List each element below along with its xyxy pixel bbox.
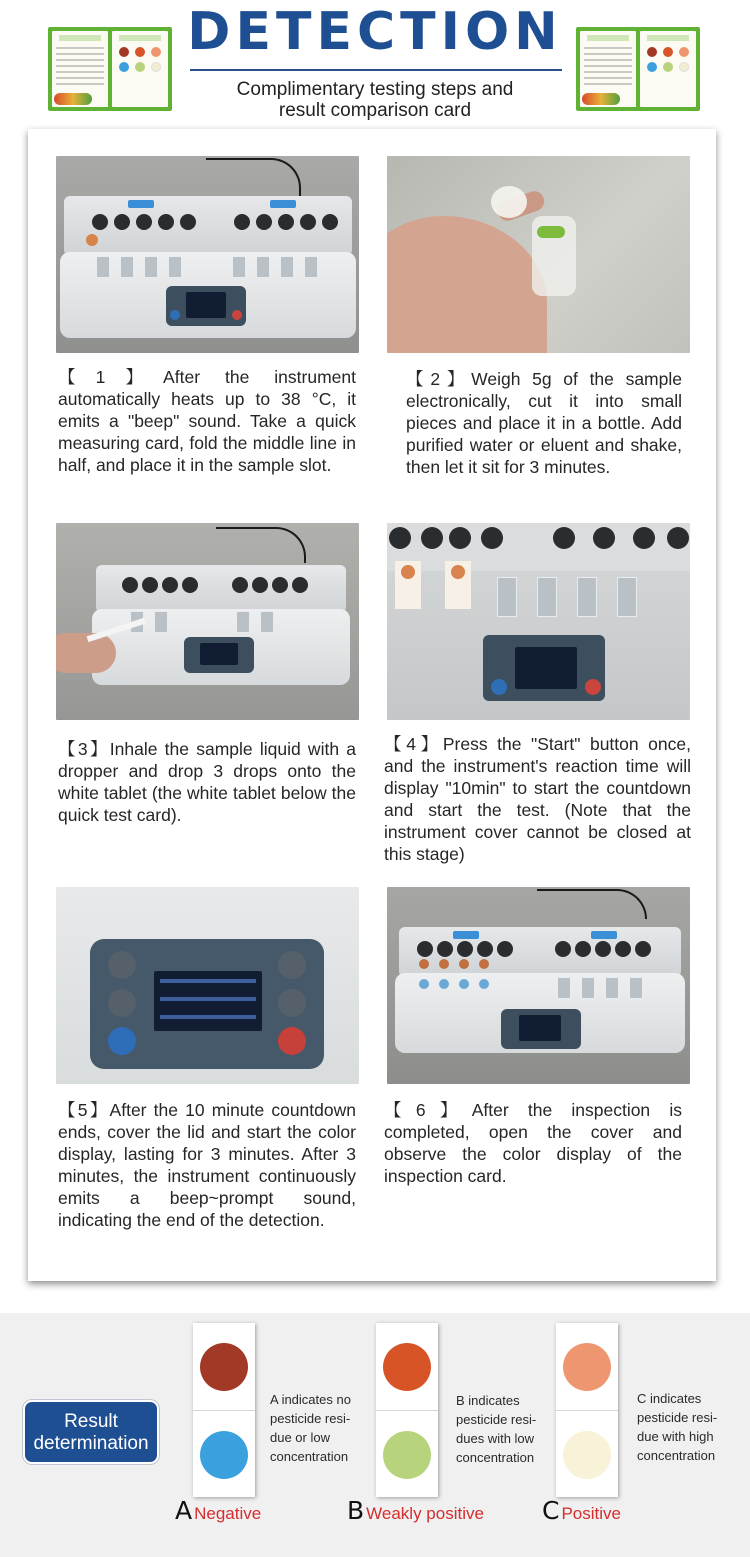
step-2-text: 【2】Weigh 5g of the sample electronically, cut it into small pieces and place it in a bottle. Add purified water or eluent and shake, then let it sit for 3 minutes. — [406, 369, 682, 477]
step-4-photo — [387, 523, 690, 720]
page-subtitle: Complimentary testing steps and result comparison card — [236, 79, 514, 121]
grade-letter: A — [175, 1496, 193, 1525]
color-dot-c-top — [563, 1343, 611, 1391]
color-dot-b-bottom — [383, 1431, 431, 1479]
card-steps-pane — [580, 31, 636, 107]
color-dot-a-bottom — [200, 1431, 248, 1479]
color-dot-b-top — [383, 1343, 431, 1391]
card-result-pane — [640, 31, 696, 107]
step-3-photo — [56, 523, 359, 720]
header — [0, 0, 750, 130]
step-3-text: 【3】Inhale the sample liquid with a dropper and drop 3 drops onto the white tablet (the white tablet below the quick test card). — [58, 739, 356, 825]
result-grade-b — [347, 1498, 484, 1527]
result-card-b — [376, 1323, 438, 1497]
comparison-card-thumbnail-right — [576, 27, 700, 111]
result-grade-c — [542, 1498, 621, 1527]
grade-label: Negative — [194, 1504, 262, 1523]
color-dot-a-top — [200, 1343, 248, 1391]
vegetables-image — [582, 93, 620, 105]
step-1-photo — [56, 156, 359, 353]
page-title: DETECTION — [187, 2, 563, 62]
grade-letter: C — [542, 1496, 560, 1525]
result-card-c — [556, 1323, 618, 1497]
step-1-text: 【1】After the instrument automatically heats up to 38 °C, it emits a "beep" sound. Take a quick measuring card, fold the middle line in half, and place it in the sample slot. — [58, 367, 356, 475]
result-section — [0, 1313, 750, 1557]
result-determination-badge: Result determination — [23, 1400, 159, 1464]
grade-letter: B — [347, 1496, 365, 1525]
step-5-photo — [56, 887, 359, 1084]
result-desc-a: A indicates no pesticide resi- due or low concentration — [270, 1392, 351, 1464]
color-dot-c-bottom — [563, 1431, 611, 1479]
step-6-photo — [387, 887, 690, 1084]
step-4-text: 【4】Press the "Start" button once, and the instrument's reaction time will display "10min" to start the countdown and start the test. (Note that the instrument cover cannot be closed at this stage) — [384, 734, 691, 864]
title-divider — [190, 69, 562, 71]
step-5-text: 【5】After the 10 minute countdown ends, cover the lid and start the color display, lasting for 3 minutes. After 3 minutes, the instrument continuously emits a beep~prompt sound, indicating the end of the detection. — [58, 1100, 356, 1230]
grade-label: Positive — [561, 1504, 621, 1523]
result-card-a — [193, 1323, 255, 1497]
result-desc-b: B indicates pesticide resi- dues with low concentration — [456, 1393, 537, 1465]
step-2-photo — [387, 156, 690, 353]
step-6-text: 【6】After the inspection is completed, open the cover and observe the color display of the inspection card. — [384, 1100, 682, 1186]
steps-panel — [28, 129, 716, 1281]
grade-label: Weakly positive — [366, 1504, 484, 1523]
result-desc-c: C indicates pesticide resi- due with high concentration — [637, 1391, 718, 1463]
result-grade-a — [175, 1498, 261, 1527]
